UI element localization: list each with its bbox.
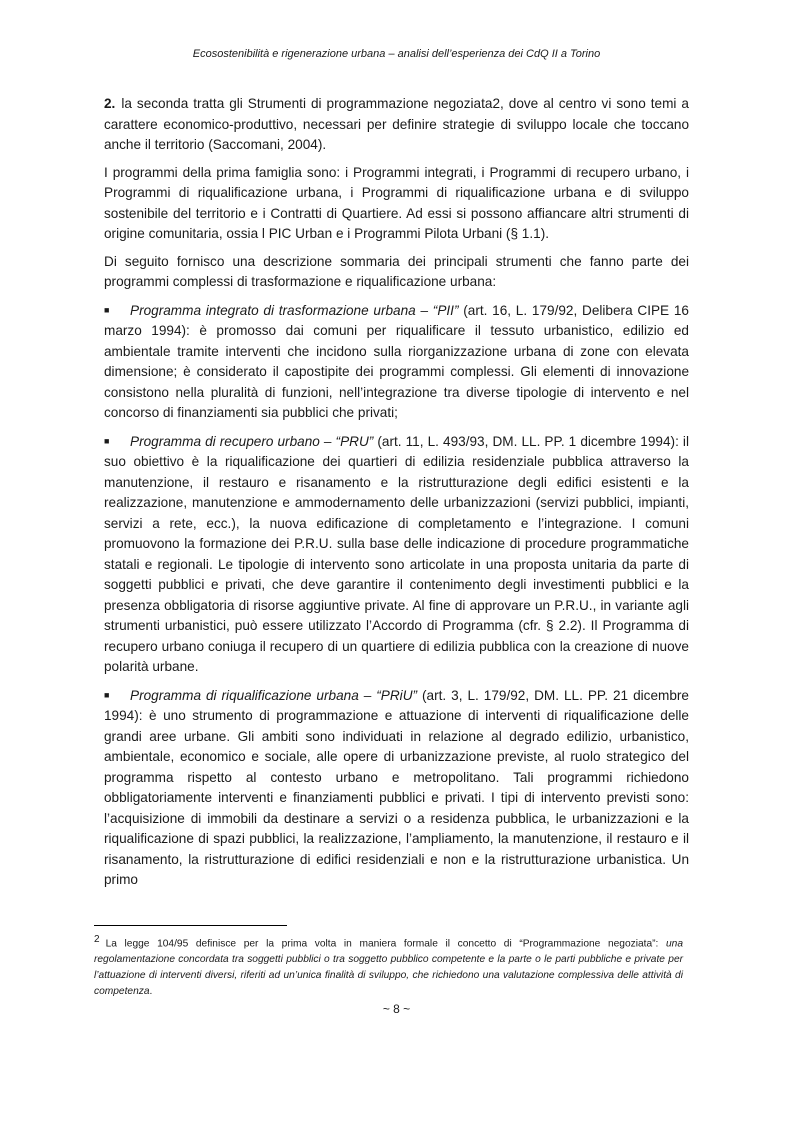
footnote-separator — [94, 925, 287, 926]
list-item-text: la seconda tratta gli Strumenti di programmazione negoziata2, dove al centro vi sono temi a carattere economico-produttivo, necessari per definire strategie di sviluppo locale che toccano anche il territorio (Saccomani, 2004). — [104, 96, 689, 152]
list-item-2 — [104, 94, 689, 156]
bullet-item-priu — [104, 685, 689, 891]
footnote-mark: 2 — [94, 934, 100, 945]
square-bullet-icon: ■ — [104, 435, 110, 446]
footnote-lead: La legge 104/95 definisce per la prima volta in maniera formale il concetto di “Programmazione negoziata”: — [105, 938, 666, 950]
bullet-text: (art. 11, L. 493/93, DM. LL. PP. 1 dicembre 1994): il suo obiettivo è la riqualificazione dei quartieri di edilizia residenziale pubblica attraverso la manutenzione, il restauro e risanamento e la ristrutturazione degli edifici esistenti e la realizzazione, manutenzione e ammodernamento delle urbanizzazioni (servizi pubblici, impianti, servizi a rete, ecc.), la nuova edificazione di completamento e l’integrazione. I comuni promuovono la formazione dei P.R.U. sulla base delle indicazione di procedure programmatiche statali e regionali. Le tipologie di intervento sono articolate in una proposta unitaria da parte di soggetti pubblici e privati, che deve garantire il contenimento degli investimenti pubblici e la presenza obbligatoria di risorse aggiuntive private. Al fine di approvare un P.R.U., in variante agli strumenti urbanistici, può essere utilizzato l’Accordo di Programma (cfr. § 2.2). Il Programma di recupero urbano coniuga il recupero di un quartiere di edilizia pubblica con la creazione di nuove polarità urbane. — [104, 433, 689, 674]
bullet-item-pii — [104, 300, 689, 424]
bullet-text: (art. 3, L. 179/92, DM. LL. PP. 21 dicembre 1994): è uno strumento di programmazione e attuazione di interventi di riqualificazione delle grandi aree urbane. Gli ambiti sono individuati in relazione al degrado edilizio, urbanistico, ambientale, economico e sociale, alle opere di urbanizzazione previste, al ruolo strategico del programma rispetto al contesto urbano e metropolitano. Tali programmi richiedono obbligatoriamente interventi e finanziamenti pubblici e privati. I tipi di intervento previsti sono: l’acquisizione di immobili da destinare a servizi o a residenza pubblica, le urbanizzazioni e la riqualificazione di spazi pubblici, la realizzazione, l’ampliamento, la manutenzione, il restauro e il risanamento, la ristrutturazione di edifici residenziali e non e la ristrutturazione urbanistica. Un primo — [104, 687, 689, 887]
bullet-item-pru — [104, 431, 689, 678]
paragraph-intro-list: Di seguito fornisco una descrizione sommaria dei principali strumenti che fanno parte dei programmi complessi di trasformazione e riqualificazione urbana: — [104, 253, 689, 289]
main-text — [104, 94, 689, 898]
running-header: Ecosostenibilità e rigenerazione urbana – analisi dell’esperienza dei CdQ II a Torino — [192, 48, 601, 60]
footnote-tail: . — [149, 986, 153, 998]
page-number: ~ 8 ~ — [382, 1002, 411, 1016]
footnote — [94, 932, 683, 1000]
bullet-title: Programma integrato di trasformazione urbana – “PII” — [130, 302, 459, 318]
paragraph-first-family: I programmi della prima famiglia sono: i Programmi integrati, i Programmi di recupero urbano, i Programmi di riqualificazione urbana, i Programmi di riqualificazione urbana e di sviluppo sostenibile del territorio e i Contratti di Quartiere. Ad essi si possono affiancare altri strumenti di origine comunitaria, ossia l PIC Urban e i Programmi Pilota Urbani (§ 1.1). — [104, 164, 689, 241]
bullet-title: Programma di riqualificazione urbana – “PRiU” — [130, 687, 418, 703]
square-bullet-icon: ■ — [104, 689, 110, 700]
bullet-title: Programma di recupero urbano – “PRU” — [130, 433, 374, 449]
footnote-quote: una regolamentazione concordata tra soggetti pubblici o tra soggetto pubblico competente e la parte o le parti pubbliche e private per l’attuazione di interventi diversi, riferiti ad un’unica finalità di sviluppo, che richiedono una valutazione complessiva delle attività di competenza — [94, 938, 683, 998]
square-bullet-icon: ■ — [104, 304, 110, 315]
bullet-text: (art. 16, L. 179/92, Delibera CIPE 16 marzo 1994): è promosso dai comuni per riqualificare il tessuto urbanistico, edilizio ed ambientale tramite interventi che incidono sulla riorganizzazione urbana di zone con elevata dimensione; è considerato il capostipite dei programmi complessi. Gli elementi di innovazione consistono nella pluralità di funzioni, nell’integrazione tra diverse tipologie di intervento e nel concorso di finanziamenti sia pubblici che privati; — [104, 302, 689, 420]
list-item-number: 2. — [104, 96, 116, 111]
